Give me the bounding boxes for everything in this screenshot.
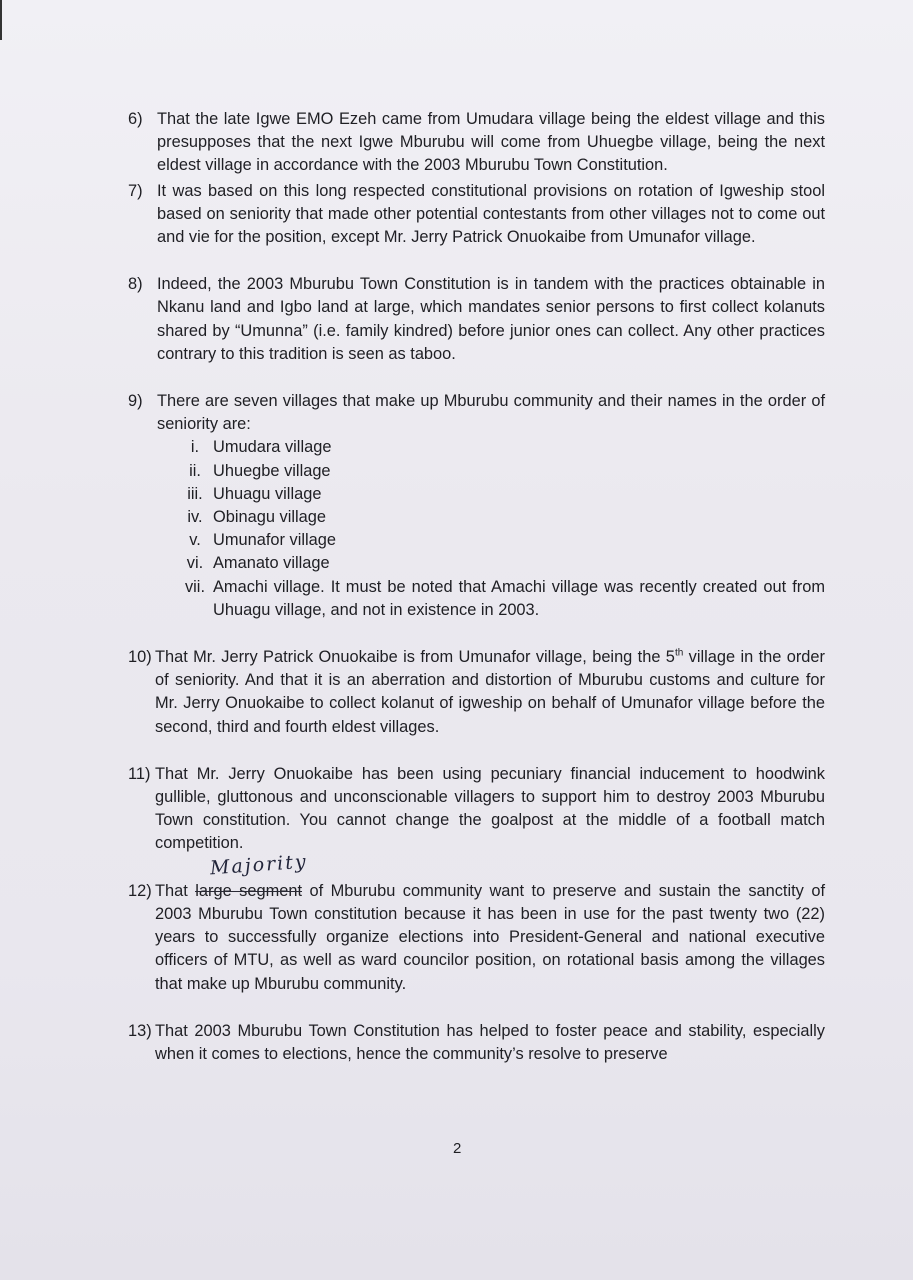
paragraph-number: 9) <box>128 392 143 411</box>
list-item <box>157 506 825 529</box>
list-text: Amanato village <box>213 554 330 573</box>
paragraph-11 <box>128 763 825 856</box>
list-number: v. <box>189 531 201 550</box>
list-number: iii. <box>187 484 203 503</box>
paragraph-text: That 2003 Mburubu Town Constitution has helped to foster peace and stability, especially when it comes to elections, hence the community’s resolve to preserve <box>155 1021 825 1063</box>
list-item <box>157 576 825 622</box>
superscript: th <box>674 647 684 659</box>
list-number: vi. <box>186 554 204 573</box>
paragraph-7 <box>128 180 825 250</box>
paragraph-number: 12) <box>128 881 152 900</box>
list-number: i. <box>190 438 200 457</box>
paragraph-6 <box>128 108 825 178</box>
handwritten-correction: Majority <box>209 850 309 880</box>
paragraph-8 <box>128 273 825 366</box>
list-number: ii. <box>189 461 201 480</box>
paragraph-text: It was based on this long respected constitutional provisions on rotation of Igweship stool based on seniority that made other potential contestants from other villages not to come out and vie for the position, except Mr. Jerry Patrick Onuokaibe from Umunafor village. <box>157 181 825 247</box>
list-item <box>157 483 825 506</box>
list-item <box>157 436 825 459</box>
page-number: 2 <box>453 1140 462 1157</box>
list-item <box>157 529 825 552</box>
list-number: vii. <box>184 577 206 596</box>
paragraph-text: Indeed, the 2003 Mburubu Town Constitution is in tandem with the practices obtainable in Nkanu land and Igbo land at large, which mandates senior persons to first collect kolanuts shared by “Umunna” (i.e. family kindred) before junior ones can collect. Any other practices contrary to this tradition is seen as taboo. <box>157 275 825 363</box>
list-text: Uhuegbe village <box>213 461 331 480</box>
paragraph-text: That Mr. Jerry Onuokaibe has been using pecuniary financial inducement to hoodwink gullible, gluttonous and unconscionable villagers to support him to destroy 2003 Mburubu Town constitution. You cannot change the goalpost at the middle of a football match competition. <box>155 764 825 853</box>
paragraph-number: 10) <box>128 648 152 667</box>
paragraph-number: 11) <box>128 764 151 783</box>
text-part: That Mr. Jerry Patrick Onuokaibe is from Umunafor village, being the 5 <box>155 648 675 667</box>
text-part: village in the order of seniority. And that it is an aberration and distortion of Mburubu customs and culture for Mr. Jerry Onuokaibe to collect kolanut of igweship on behalf of Umunafor village before the second, third and fourth eldest villages. <box>155 648 825 736</box>
paragraph-10 <box>128 646 825 739</box>
list-item <box>157 552 825 575</box>
paragraph-number: 6) <box>128 110 143 128</box>
text-part: of Mburubu community want to preserve and sustain the sanctity of 2003 Mburubu Town constitution because it has been in use for the past twenty two (22) years to successfully organize elections into President-General and national executive officers of MTU, as well as ward councilor position, on rotational basis among the villages that make up Mburubu community. <box>155 881 826 993</box>
paragraph-text: There are seven villages that make up Mburubu community and their names in the order of seniority are: <box>157 392 825 434</box>
list-text: Umudara village <box>213 438 332 457</box>
paragraph-number: 13) <box>128 1021 152 1040</box>
list-text: Umunafor village <box>213 531 336 550</box>
list-text: Uhuagu village <box>213 484 322 503</box>
document-body <box>128 108 825 1066</box>
paragraph-12 <box>128 850 826 996</box>
paragraph-text <box>155 880 825 996</box>
list-text: Amachi village. It must be noted that Amachi village was recently created out from Uhuagu village, and not in existence in 2003. <box>213 577 825 619</box>
page-edge-mark <box>0 0 2 40</box>
paragraph-text: That the late Igwe EMO Ezeh came from Umudara village being the eldest village and this presupposes that the next Igwe Mburubu will come from Uhuegbe village, being the next eldest village in accordance with the 2003 Mburubu Town Constitution. <box>157 110 825 175</box>
struck-text: large segment <box>195 881 303 900</box>
village-list <box>128 436 825 622</box>
paragraph-13 <box>128 1020 825 1066</box>
text-part: That <box>155 881 196 900</box>
paragraph-9 <box>128 390 825 436</box>
paragraph-number: 7) <box>128 181 143 200</box>
list-text: Obinagu village <box>213 508 326 527</box>
list-number: iv. <box>187 508 203 527</box>
paragraph-number: 8) <box>128 275 143 294</box>
paragraph-text <box>155 646 825 739</box>
list-item <box>157 460 825 483</box>
